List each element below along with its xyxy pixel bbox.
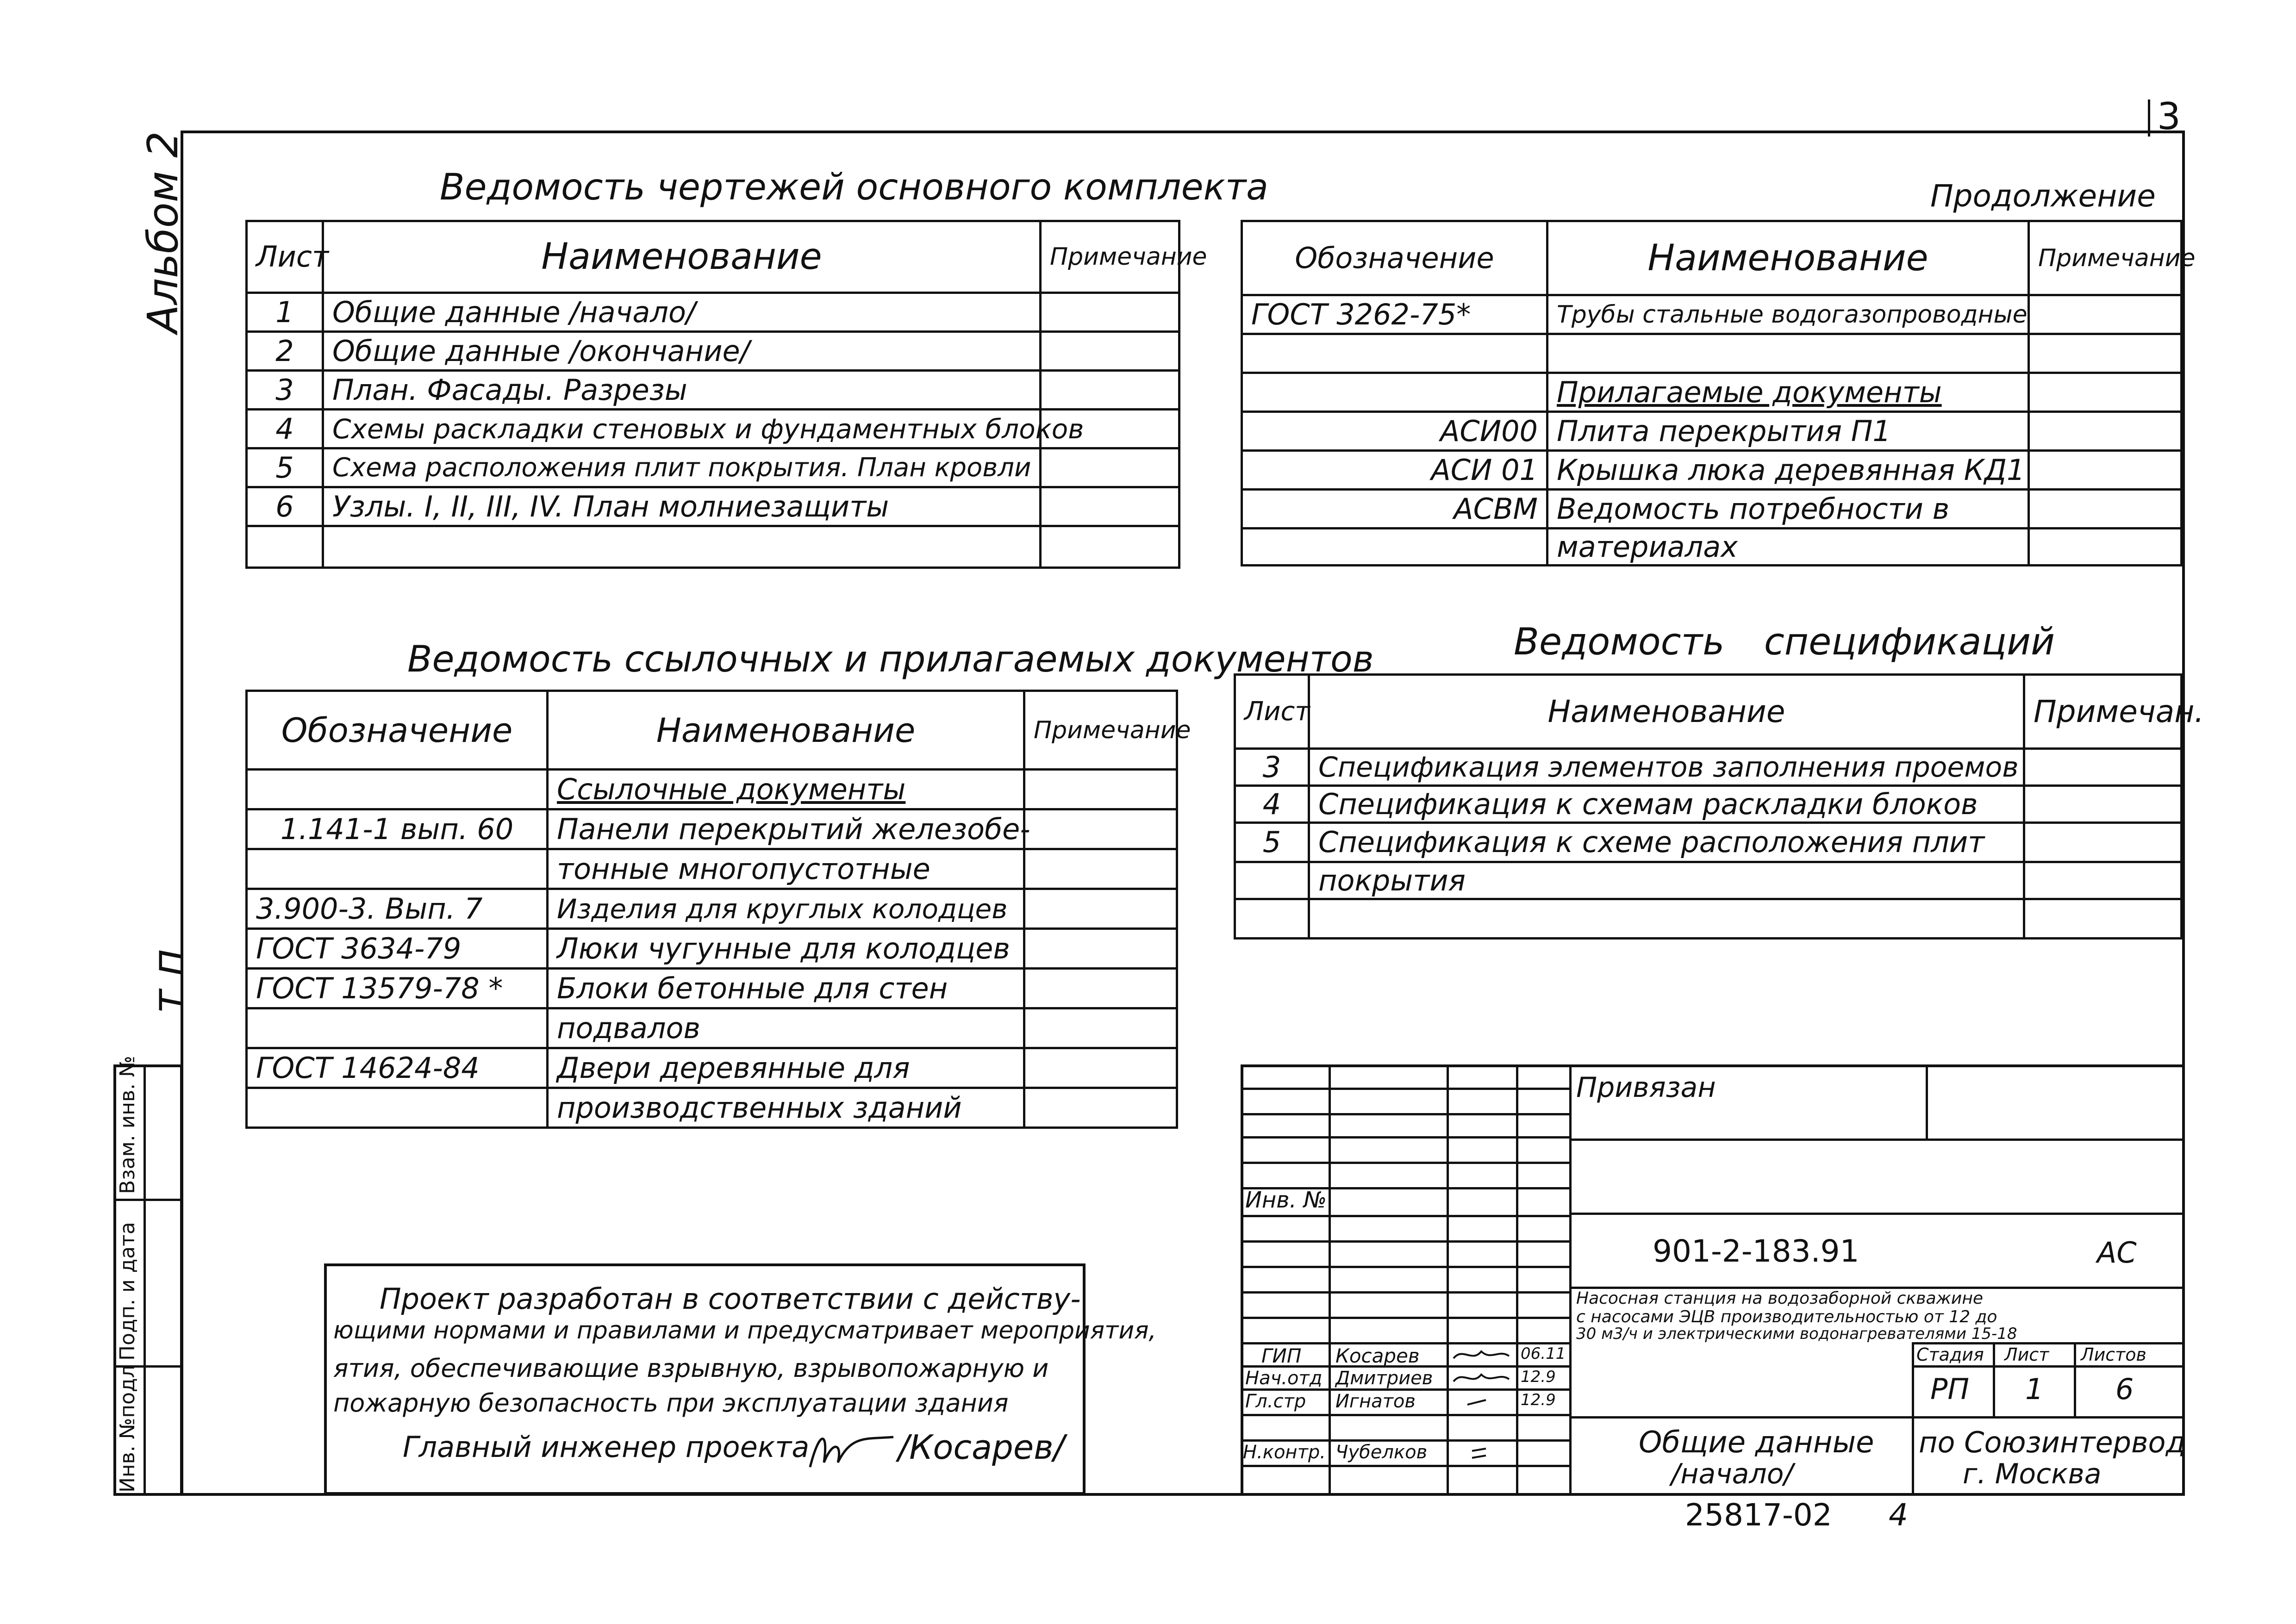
col-header-note: Примечание bbox=[1024, 691, 1177, 770]
table-row: АСИ00 Плита перекрытия П1 bbox=[1242, 412, 2182, 451]
table-row: 1 Общие данные /начало/ bbox=[247, 293, 1179, 332]
stage-code: АС bbox=[2097, 1236, 2137, 1269]
album-label: Альбом 2 bbox=[139, 131, 187, 333]
sheet-number-divider bbox=[2148, 100, 2150, 137]
sheet-number: 3 bbox=[2157, 95, 2181, 138]
tb-line bbox=[1993, 1342, 1995, 1416]
specifications-title: Ведомость спецификаций bbox=[1514, 620, 2055, 663]
table-row: ГОСТ 3634-79 Люки чугунные для колодцев bbox=[247, 929, 1177, 969]
continuation-table bbox=[1241, 220, 2196, 566]
references-title: Ведомость ссылочных и прилагаемых документов bbox=[407, 639, 1374, 680]
specifications-table bbox=[1234, 673, 2204, 940]
sheets-label: Листов bbox=[2081, 1344, 2146, 1365]
table-row: АСВМ Ведомость потребности в bbox=[1242, 490, 2182, 529]
table-row: подвалов bbox=[247, 1008, 1177, 1048]
strip-replace-inv: Взам. инв. № bbox=[116, 1056, 139, 1194]
table-row bbox=[247, 526, 1179, 568]
continuation-title: Продолжение bbox=[1930, 178, 2156, 214]
col-header-name: Наименование bbox=[323, 221, 1041, 293]
references-table bbox=[245, 690, 1191, 1129]
signature-scribbles bbox=[1449, 1344, 1514, 1465]
sheet-title-2: /начало/ bbox=[1671, 1458, 1793, 1490]
date-gip: 06.11 bbox=[1521, 1344, 1566, 1363]
sheet-label: Лист bbox=[2004, 1344, 2049, 1365]
table-row: 1.141-1 вып. 60 Панели перекрытий железобе- bbox=[247, 809, 1177, 849]
footer-code: 25817-02 bbox=[1685, 1497, 1832, 1533]
tb-line bbox=[1241, 1266, 1569, 1268]
drawings-list-title: Ведомость чертежей основного комплекта bbox=[440, 167, 1268, 208]
col-header-name: Наименование bbox=[548, 691, 1024, 770]
role-chief-struct: Гл.стр bbox=[1245, 1391, 1306, 1412]
chief-engineer-signature bbox=[805, 1421, 898, 1476]
role-gip: ГИП bbox=[1261, 1344, 1302, 1367]
project-name-1: Насосная станция на водозаборной скважине bbox=[1576, 1289, 1984, 1308]
table-row: 2 Общие данные /окончание/ bbox=[247, 332, 1179, 371]
tb-line bbox=[1569, 1139, 2185, 1141]
table-row: тонные многопустотные bbox=[247, 849, 1177, 889]
table-row bbox=[1242, 334, 2182, 373]
project-name-3: 30 м3/ч и электрическими водонагревателями 15-18 bbox=[1576, 1325, 2017, 1343]
table-row: производственных зданий bbox=[247, 1088, 1177, 1128]
document-designation: 901-2-183.91 bbox=[1653, 1233, 1859, 1269]
note-line-4: пожарную безопасность при эксплуатации здания bbox=[333, 1388, 1009, 1418]
tb-line bbox=[2074, 1342, 2076, 1416]
tb-line bbox=[1241, 1113, 1569, 1115]
table-row: 3 План. Фасады. Разрезы bbox=[247, 371, 1179, 410]
tb-line bbox=[1241, 1240, 1569, 1243]
note-line-3: ятия, обеспечивающие взрывную, взрывопожарную и bbox=[333, 1354, 1049, 1383]
tp-label: т п bbox=[144, 949, 192, 1014]
table-row: Ссылочные документы bbox=[247, 770, 1177, 809]
tb-line bbox=[1241, 1414, 1569, 1416]
note-line-1: Проект разработан в соответствии с действу- bbox=[380, 1282, 1081, 1316]
tb-line bbox=[1912, 1342, 1914, 1496]
attached-label: Привязан bbox=[1576, 1071, 1716, 1104]
tb-line bbox=[1241, 1215, 1569, 1217]
table-row: ГОСТ 14624-84 Двери деревянные для bbox=[247, 1048, 1177, 1088]
tb-line bbox=[1569, 1064, 1572, 1496]
table-row: 5 Схема расположения плит покрытия. План кровли bbox=[247, 448, 1179, 487]
organization-1: по Союзинтервод bbox=[1919, 1425, 2186, 1459]
col-header-name: Наименование bbox=[1547, 221, 2029, 295]
table-row: материалах bbox=[1242, 529, 2182, 566]
strip-inv-no: Инв. №подл bbox=[116, 1365, 139, 1493]
table-row: ГОСТ 3262-75* Трубы стальные водогазопроводные bbox=[1242, 295, 2182, 334]
chief-engineer-name: /Косарев/ bbox=[898, 1428, 1065, 1467]
drawings-list-table bbox=[245, 220, 1207, 569]
col-header-note: Примечание bbox=[1041, 221, 1179, 293]
tb-line bbox=[1241, 1465, 1569, 1467]
tb-line bbox=[1241, 1162, 1569, 1164]
col-header-sheet: Лист bbox=[1235, 675, 1309, 749]
project-name-2: с насосами ЭЦВ производительностью от 12 до bbox=[1576, 1307, 1997, 1326]
table-row: 3.900-3. Вып. 7 Изделия для круглых колодцев bbox=[247, 889, 1177, 929]
tb-line bbox=[1241, 1317, 1569, 1319]
table-row: Прилагаемые документы bbox=[1242, 373, 2182, 412]
table-row: ГОСТ 13579-78 * Блоки бетонные для стен bbox=[247, 969, 1177, 1008]
table-row bbox=[1235, 899, 2182, 939]
tb-line bbox=[1569, 1416, 2185, 1419]
col-header-note: Примечан. bbox=[2024, 675, 2182, 749]
col-header-designation: Обозначение bbox=[1242, 221, 1547, 295]
tb-line bbox=[1912, 1365, 2185, 1368]
role-head-dept: Нач.отд bbox=[1245, 1368, 1323, 1389]
table-row: 6 Узлы. I, II, III, IV. План молниезащиты bbox=[247, 487, 1179, 526]
footer-page: 4 bbox=[1889, 1497, 1908, 1533]
left-strip-divider bbox=[144, 1064, 146, 1496]
tb-line bbox=[1241, 1136, 1569, 1139]
col-header-sheet: Лист bbox=[247, 221, 323, 293]
sheet-title-1: Общие данные bbox=[1639, 1425, 1874, 1460]
table-row: 5 Спецификация к схеме расположения плит bbox=[1235, 823, 2182, 862]
table-row: 4 Схемы раскладки стеновых и фундаментных блоков bbox=[247, 410, 1179, 448]
table-row: 3 Спецификация элементов заполнения проемов bbox=[1235, 749, 2182, 786]
tb-line bbox=[1241, 1088, 1569, 1090]
name-norm-control: Чубелков bbox=[1335, 1442, 1428, 1463]
date-chief-struct: 12.9 bbox=[1521, 1391, 1556, 1409]
role-norm-control: Н.контр. bbox=[1243, 1442, 1326, 1463]
left-strip-line bbox=[113, 1199, 183, 1201]
tb-line bbox=[1241, 1291, 1569, 1294]
tb-line bbox=[1516, 1064, 1518, 1496]
sheets-value: 6 bbox=[2115, 1372, 2134, 1406]
note-line-2: ющими нормами и правилами и предусматривает мероприятия, bbox=[333, 1317, 1157, 1344]
table-row: 4 Спецификация к схемам раскладки блоков bbox=[1235, 786, 2182, 823]
tb-line bbox=[1329, 1064, 1331, 1496]
table-row: покрытия bbox=[1235, 862, 2182, 899]
tb-line bbox=[1926, 1064, 1928, 1141]
date-head-dept: 12.9 bbox=[1521, 1368, 1556, 1386]
stage-value: РП bbox=[1930, 1372, 1970, 1406]
name-gip: Косарев bbox=[1335, 1344, 1420, 1367]
col-header-note: Примечание bbox=[2029, 221, 2182, 295]
organization-2: г. Москва bbox=[1963, 1458, 2102, 1490]
col-header-name: Наименование bbox=[1309, 675, 2024, 749]
name-chief-struct: Игнатов bbox=[1335, 1391, 1416, 1412]
tb-line bbox=[1569, 1213, 2185, 1215]
inv-no-label: Инв. № bbox=[1245, 1187, 1327, 1213]
col-header-designation: Обозначение bbox=[247, 691, 548, 770]
stage-label: Стадия bbox=[1916, 1344, 1984, 1365]
table-row: АСИ 01 Крышка люка деревянная КД1 bbox=[1242, 451, 2182, 490]
chief-engineer-label: Главный инженер проекта bbox=[403, 1430, 810, 1464]
strip-sign-date: Подп. и дата bbox=[116, 1222, 139, 1361]
name-head-dept: Дмитриев bbox=[1335, 1368, 1433, 1389]
sheet-value: 1 bbox=[2025, 1372, 2044, 1406]
